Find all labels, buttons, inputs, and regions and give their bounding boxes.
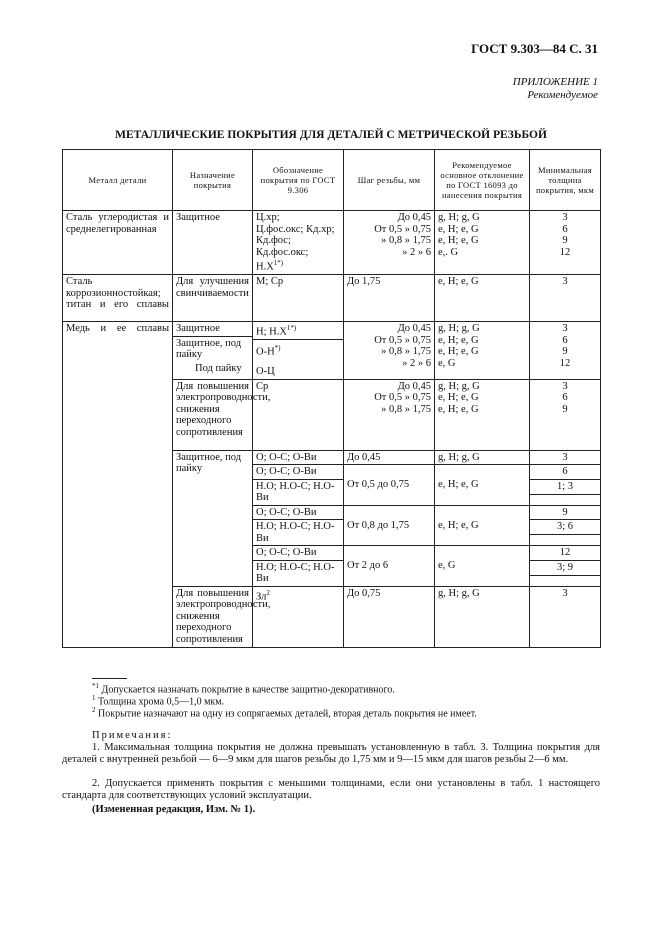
table-row (63, 275, 601, 322)
footnote-separator (92, 678, 127, 679)
thickness-cell (530, 494, 601, 505)
designation-cell: Н; $Н.Х^{1*)}$ О-Н*) О-Ц (253, 322, 344, 380)
col-thickness: Минимальная толщина покрытия, мкм (530, 150, 601, 211)
col-designation: Обозначение покрытия по ГОСТ 9.306 (253, 150, 344, 211)
designation-cell: О; О-С; О-Ви (253, 546, 344, 561)
pitch-cell: До 1,75 (344, 275, 435, 322)
metal-cell: Сталь углеродистая и среднелегированная (63, 211, 173, 275)
table-row (63, 211, 601, 275)
pitch-cell: До 0,45 От 0,5 » 0,75 » 0,8 » 1,75 (344, 379, 435, 450)
thickness-cell: 3 6 9 12 (530, 211, 601, 275)
thickness-cell: 3 (530, 275, 601, 322)
col-metal: Металл детали (63, 150, 173, 211)
deviation-cell: e, H; e, G (435, 465, 530, 506)
thickness-cell: 3 6 9 12 (530, 322, 601, 380)
deviation-cell: e, H; e, G (435, 275, 530, 322)
designation-cell: Н.О; Н.О-С; Н.О-Ви (253, 520, 344, 546)
header-row (63, 150, 601, 211)
appendix-label: ПРИЛОЖЕНИЕ 1 (512, 76, 598, 88)
thickness-cell: 3 6 9 (530, 379, 601, 450)
note-1: 1. Максимальная толщина покрытия не должна превышать установленную в табл. 3. Толщина покрытия для деталей с внутренней резьбой — 6—9 мкм для шагов резьбы до 1,75 мм и 9—15 мкм для шагов резьбы 2—6 мм. (62, 742, 600, 765)
deviation-cell: e, H; e, G (435, 505, 530, 546)
recommended-label: Рекомендуемое (527, 89, 598, 101)
table-row (63, 322, 601, 380)
thickness-cell (530, 575, 601, 586)
pitch-cell: От 2 до 6 (344, 546, 435, 587)
designation-cell: Ц.хр; Ц.фос.окс; Кд.хр; Кд.фос; Кд.фос.окс; $Н.Х^{1*)}$ (253, 211, 344, 275)
thickness-cell: 3 (530, 586, 601, 647)
metal-cell: Медь и ее сплавы (63, 322, 173, 648)
designation-cell: О; О-С; О-Ви (253, 505, 344, 520)
purpose-cell: Для улучшения свинчиваемости (173, 275, 253, 322)
designation-cell: О; О-С; О-Ви (253, 450, 344, 465)
thickness-cell: 1; 3 (530, 479, 601, 494)
pitch-cell: От 0,8 до 1,75 (344, 505, 435, 546)
notes-heading: Примечания: (92, 730, 173, 741)
designation-cell: М; Ср (253, 275, 344, 322)
deviation-cell: g, H; g, G (435, 450, 530, 465)
pitch-cell: От 0,5 до 0,75 (344, 465, 435, 506)
footnote-1: $^{*1}$ Допускается назначать покрытие в качестве защитно-декоративного. (92, 682, 395, 696)
thickness-cell: 6 (530, 465, 601, 480)
thickness-cell: 3 (530, 450, 601, 465)
thickness-cell: 3; 6 (530, 520, 601, 535)
edit-note: (Измененная редакция, Изм. № 1). (92, 804, 256, 815)
page-header: ГОСТ 9.303—84 С. 31 (471, 41, 598, 56)
thickness-cell: 3; 9 (530, 560, 601, 575)
deviation-cell: g, H; g, G e, H; e, G e, H; e, G (435, 379, 530, 450)
thickness-cell (530, 535, 601, 546)
designation-cell: Ср (253, 379, 344, 450)
designation-cell: $Зл^2$ (253, 586, 344, 647)
purpose-cell: Для повышения электропроводности, снижения переходного сопротивления (173, 586, 253, 647)
pitch-cell: До 0,45 От 0,5 » 0,75 » 0,8 » 1,75 » 2 » 6 (344, 211, 435, 275)
pitch-cell: До 0,45 (344, 450, 435, 465)
designation-cell: О; О-С; О-Ви (253, 465, 344, 480)
purpose-cell: Защитное (173, 211, 253, 275)
footnote-2: $^1$ Толщина хрома 0,5—1,0 мкм. (92, 694, 225, 708)
col-pitch: Шаг резьбы, мм (344, 150, 435, 211)
purpose-cell: Для повышения электропроводности, снижения переходного сопротивления (173, 379, 253, 450)
purpose-cell: Защитное, под пайку (173, 450, 253, 586)
col-deviation: Рекомендуемое основное отклонение по ГОСТ 16093 до нанесения покрытия (435, 150, 530, 211)
purpose-cell: Защитное Защитное, под пайку Под пайку (173, 322, 253, 380)
designation-cell: Н.О; Н.О-С; Н.О-Ви (253, 479, 344, 505)
pitch-cell: До 0,75 (344, 586, 435, 647)
metal-cell: Сталь коррозионностойкая; титан и его сплавы (63, 275, 173, 322)
footnote-3: $^2$ Покрытие назначают на одну из сопрягаемых деталей, вторая деталь покрытия не имеет. (92, 706, 477, 720)
pitch-cell: До 0,45 От 0,5 » 0,75 » 0,8 » 1,75 » 2 » 6 (344, 322, 435, 380)
designation-cell: Н.О; Н.О-С; Н.О-Ви (253, 560, 344, 586)
deviation-cell: g, H; g, G e, H; e, G e, H; e, G e,. G (435, 211, 530, 275)
col-purpose: Назначение покрытия (173, 150, 253, 211)
thickness-cell: 9 (530, 505, 601, 520)
deviation-cell: g, H; g, G e, H; e, G e, H; e, G e, G (435, 322, 530, 380)
coatings-table (62, 149, 601, 648)
note-2: 2. Допускается применять покрытия с меньшими толщинами, если они установлены в табл. 1 настоящего стандарта для соответствующих условий эксплуатации. (62, 778, 600, 801)
deviation-cell: e, G (435, 546, 530, 587)
table-title: МЕТАЛЛИЧЕСКИЕ ПОКРЫТИЯ ДЛЯ ДЕТАЛЕЙ С МЕТРИЧЕСКОЙ РЕЗЬБОЙ (115, 129, 547, 141)
thickness-cell: 12 (530, 546, 601, 561)
deviation-cell: g, H; g, G (435, 586, 530, 647)
